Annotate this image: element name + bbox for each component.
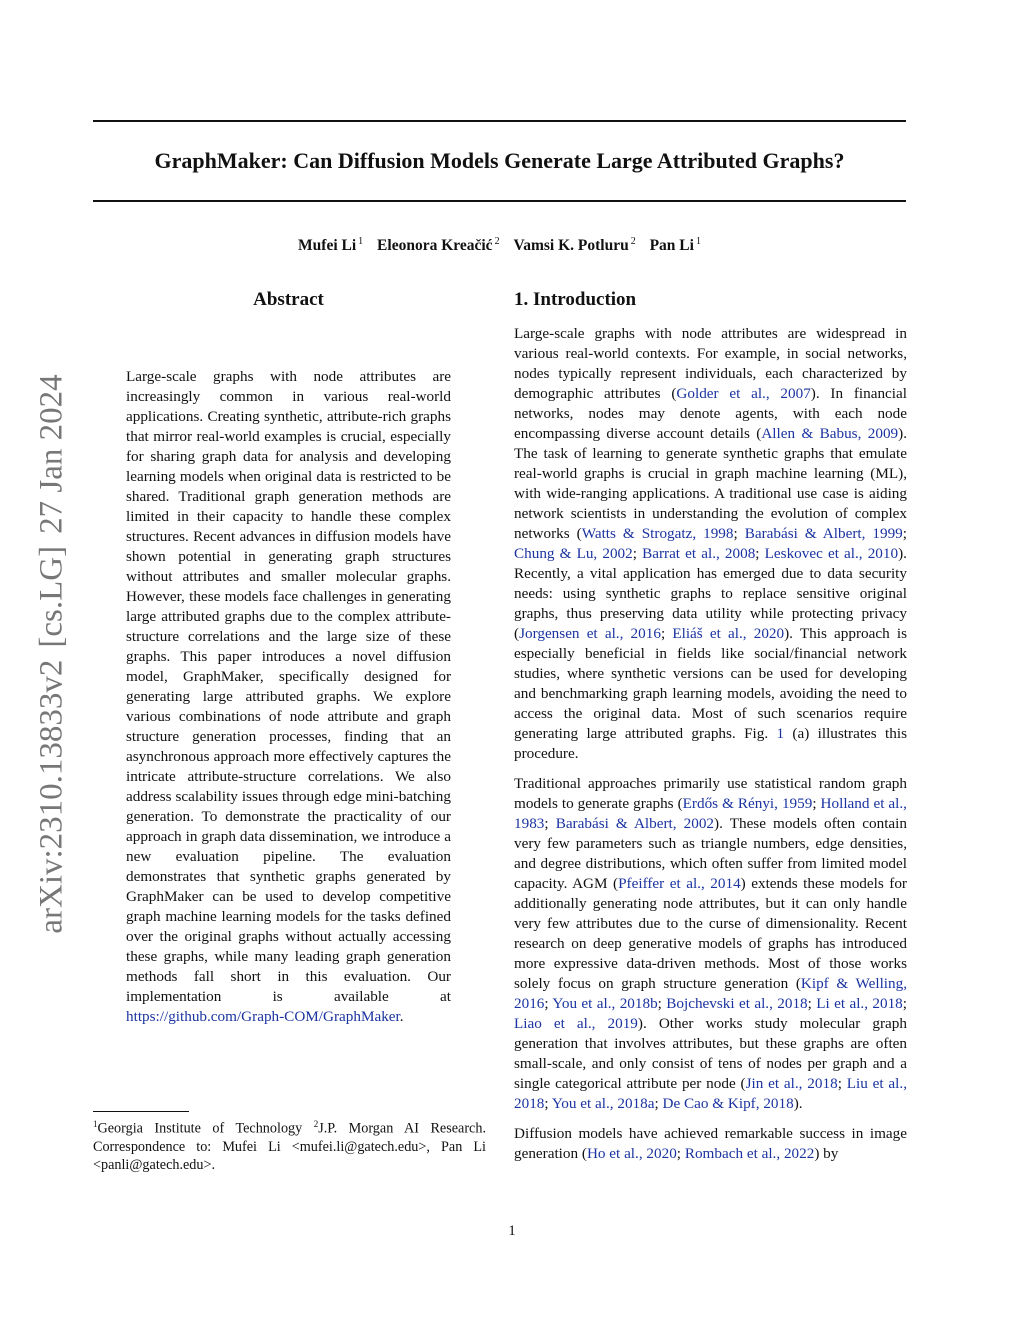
text-run: ;	[632, 545, 643, 562]
text-run: ). Other works study molecular graph generation that involves attributes, but these graphs are often small-scale, and only consist of tens of nodes per graph and a single categorical attribute per node (	[514, 1015, 907, 1092]
arxiv-id: arXiv:2310.13833v2	[33, 659, 70, 934]
citation-link[interactable]: Allen & Babus, 2009	[761, 425, 899, 442]
text-run: ). The task of learning to generate synthetic graphs that emulate real-world graphs is crucial in graph machine learning (ML), with wide-ranging applications. A traditional use case is aiding network scientists in understanding the evolution of complex networks (	[514, 425, 908, 542]
text-run: ;	[660, 625, 673, 642]
text-run: ;	[812, 795, 821, 812]
citation-link[interactable]: You et al., 2018b	[552, 995, 658, 1012]
citation-link[interactable]: Li et al., 2018	[816, 995, 903, 1012]
citation-link[interactable]: De Cao & Kipf, 2018	[662, 1095, 794, 1112]
affiliation-2: J.P. Morgan AI Research.	[318, 1120, 486, 1137]
footnote-mark-2: 2	[313, 1119, 319, 1129]
arxiv-date: 27 Jan 2024	[33, 374, 70, 534]
text-run: ). In financial networks, nodes may denote agents, with each node encompassing diverse account details (	[514, 385, 907, 442]
text-run: ;	[657, 995, 667, 1012]
abstract-heading: Abstract	[253, 289, 324, 310]
affiliation-1: Georgia Institute of Technology	[97, 1120, 303, 1137]
abstract-end: .	[399, 1008, 404, 1025]
arxiv-stamp	[34, 362, 71, 933]
citation-link[interactable]: Barabási & Albert, 2002	[555, 815, 715, 832]
text-run: ;	[654, 1095, 663, 1112]
footnote	[93, 1115, 486, 1174]
author-affiliation-mark: 2	[494, 236, 500, 247]
author-affiliation-mark: 1	[695, 236, 701, 247]
arxiv-category: [cs.LG]	[33, 545, 70, 648]
citation-link[interactable]: Liu et al., 2018	[514, 1075, 907, 1112]
intro-paragraph-1	[514, 324, 907, 764]
citation-link[interactable]: Golder et al., 2007	[676, 385, 811, 402]
citation-link[interactable]: Kipf & Welling, 2016	[514, 975, 907, 1012]
author-name: Mufei Li	[298, 237, 357, 255]
text-run: ;	[755, 545, 765, 562]
title-bottom-rule	[93, 200, 906, 202]
text-run: ;	[733, 525, 745, 542]
citation-link[interactable]: Barrat et al., 2008	[642, 545, 756, 562]
footnote-rule	[93, 1111, 189, 1112]
github-link[interactable]: https://github.com/Graph-COM/GraphMaker	[126, 1008, 400, 1025]
text-run: ;	[544, 995, 553, 1012]
author-list	[93, 236, 906, 255]
abstract-body: Large-scale graphs with node attributes are increasingly common in various real-world applications. Creating synthetic, attribute-rich graphs that mirror real-world examples is crucial, especially for sharing graph data for analysis and developing learning models when original data is restricted to be shared. Traditional graph generation methods are limited in their capacity to handle these complex structures. Recent advances in diffusion models have shown potential in generating graph structures without attributes and smaller molecular graphs. However, these models face challenges in generating large attributed graphs due to the complex attribute-structure correlations and the large size of these graphs. This paper introduces a novel diffusion model, GraphMaker, specifically designed for generating large attributed graphs. We explore various combinations of node attribute and graph structure generation processes, finding that an asynchronous approach more effectively captures the intricate attribute-structure correlations. We also address scalability issues through edge mini-batching generation. To demonstrate the practicality of our approach in graph data dissemination, we introduce a new evaluation pipeline. The evaluation demonstrates that synthetic graphs generated by GraphMaker can be used to develop competitive graph machine learning models for the tasks defined over the original graphs without actually accessing these graphs, while many leading graph generation methods fall short in this evaluation. Our implementation is available at	[126, 368, 451, 1005]
author-name: Eleonora Kreačić	[377, 237, 493, 255]
citation-link[interactable]: Eliáš et al., 2020	[672, 625, 785, 642]
citation-link[interactable]: Ho et al., 2020	[586, 1145, 677, 1162]
text-run: ;	[902, 995, 907, 1012]
author	[513, 237, 635, 254]
citation-link[interactable]: Barabási & Albert, 1999	[744, 525, 903, 542]
citation-link[interactable]: Liao et al., 2019	[514, 1015, 638, 1032]
author	[377, 237, 500, 254]
text-run: ). This approach is especially beneficial in fields like social/financial network studies, where synthetic versions can be used for developing and benchmarking graph learning models, avoiding the need to access the original data. Most of such scenarios require generating large attributed graphs. Fig.	[514, 625, 907, 742]
author-name: Pan Li	[649, 237, 694, 255]
text-run: ;	[544, 815, 556, 832]
citation-link[interactable]: Watts & Strogatz, 1998	[581, 525, 734, 542]
text-run: ) extends these models for additionally generating node attributes, but it can only handle very few attributes due to the curse of dimensionality. Recent research on deep generative models of graphs has introduced more expressive data-driven methods. Most of those works solely focus on graph structure generation (	[514, 875, 907, 992]
abstract-text	[126, 367, 451, 1027]
intro-paragraph-3	[514, 1124, 907, 1164]
citation-link[interactable]: Jorgensen et al., 2016	[519, 625, 661, 642]
citation-link[interactable]: Erdős & Rényi, 1959	[682, 795, 813, 812]
citation-link[interactable]: Jin et al., 2018	[745, 1075, 838, 1092]
text-run: ). Recently, a vital application has emerged due to data security needs: using synthetic graphs to replace sensitive original graphs, thus preserving data utility while protecting privacy (	[514, 545, 907, 642]
correspondence: Correspondence to: Mufei Li <mufei.li@gatech.edu>, Pan Li <panli@gatech.edu>.	[93, 1138, 486, 1173]
introduction-heading: 1. Introduction	[514, 289, 637, 310]
text-run: Large-scale graphs with node attributes are widespread in various real-world contexts. For example, in social networks, nodes typically represent individuals, each characterized by demographic attributes (	[514, 325, 907, 402]
author	[298, 237, 363, 254]
citation-link[interactable]: You et al., 2018a	[551, 1095, 655, 1112]
page-number: 1	[508, 1223, 516, 1239]
introduction-body	[514, 324, 907, 1174]
author-name: Vamsi K. Potluru	[513, 237, 629, 255]
intro-paragraph-2	[514, 774, 907, 1114]
text-run: Traditional approaches primarily use statistical random graph models to generate graphs (	[514, 775, 907, 812]
text-run: ;	[676, 1145, 685, 1162]
paper-title: GraphMaker: Can Diffusion Models Generate Large Attributed Graphs?	[154, 148, 845, 173]
citation-link[interactable]: Leskovec et al., 2010	[764, 545, 899, 562]
footnote-mark-1: 1	[93, 1119, 98, 1129]
author	[650, 237, 701, 254]
text-run: ;	[902, 525, 907, 542]
top-rule	[93, 120, 906, 122]
text-run: ) by	[814, 1145, 839, 1162]
citation-link[interactable]: Pfeiffer et al., 2014	[618, 875, 741, 892]
citation-link[interactable]: Bojchevski et al., 2018	[666, 995, 808, 1012]
citation-link[interactable]: Rombach et al., 2022	[684, 1145, 815, 1162]
citation-link[interactable]: 1	[776, 725, 785, 742]
text-run: ;	[837, 1075, 847, 1092]
text-run: (a) illustrates this procedure.	[514, 725, 907, 762]
text-run: Diffusion models have achieved remarkable success in image generation (	[514, 1125, 907, 1162]
text-run: ). These models often contain very few parameters such as triangle numbers, edge densities, and degree distributions, which often suffer from limited model capacity. AGM (	[514, 815, 907, 892]
citation-link[interactable]: Chung & Lu, 2002	[514, 545, 633, 562]
text-run: ;	[807, 995, 817, 1012]
text-run: ;	[544, 1095, 552, 1112]
text-run: ).	[793, 1095, 803, 1112]
author-affiliation-mark: 2	[630, 236, 636, 247]
citation-link[interactable]: Holland et al., 1983	[514, 795, 907, 832]
author-affiliation-mark: 1	[358, 236, 364, 247]
